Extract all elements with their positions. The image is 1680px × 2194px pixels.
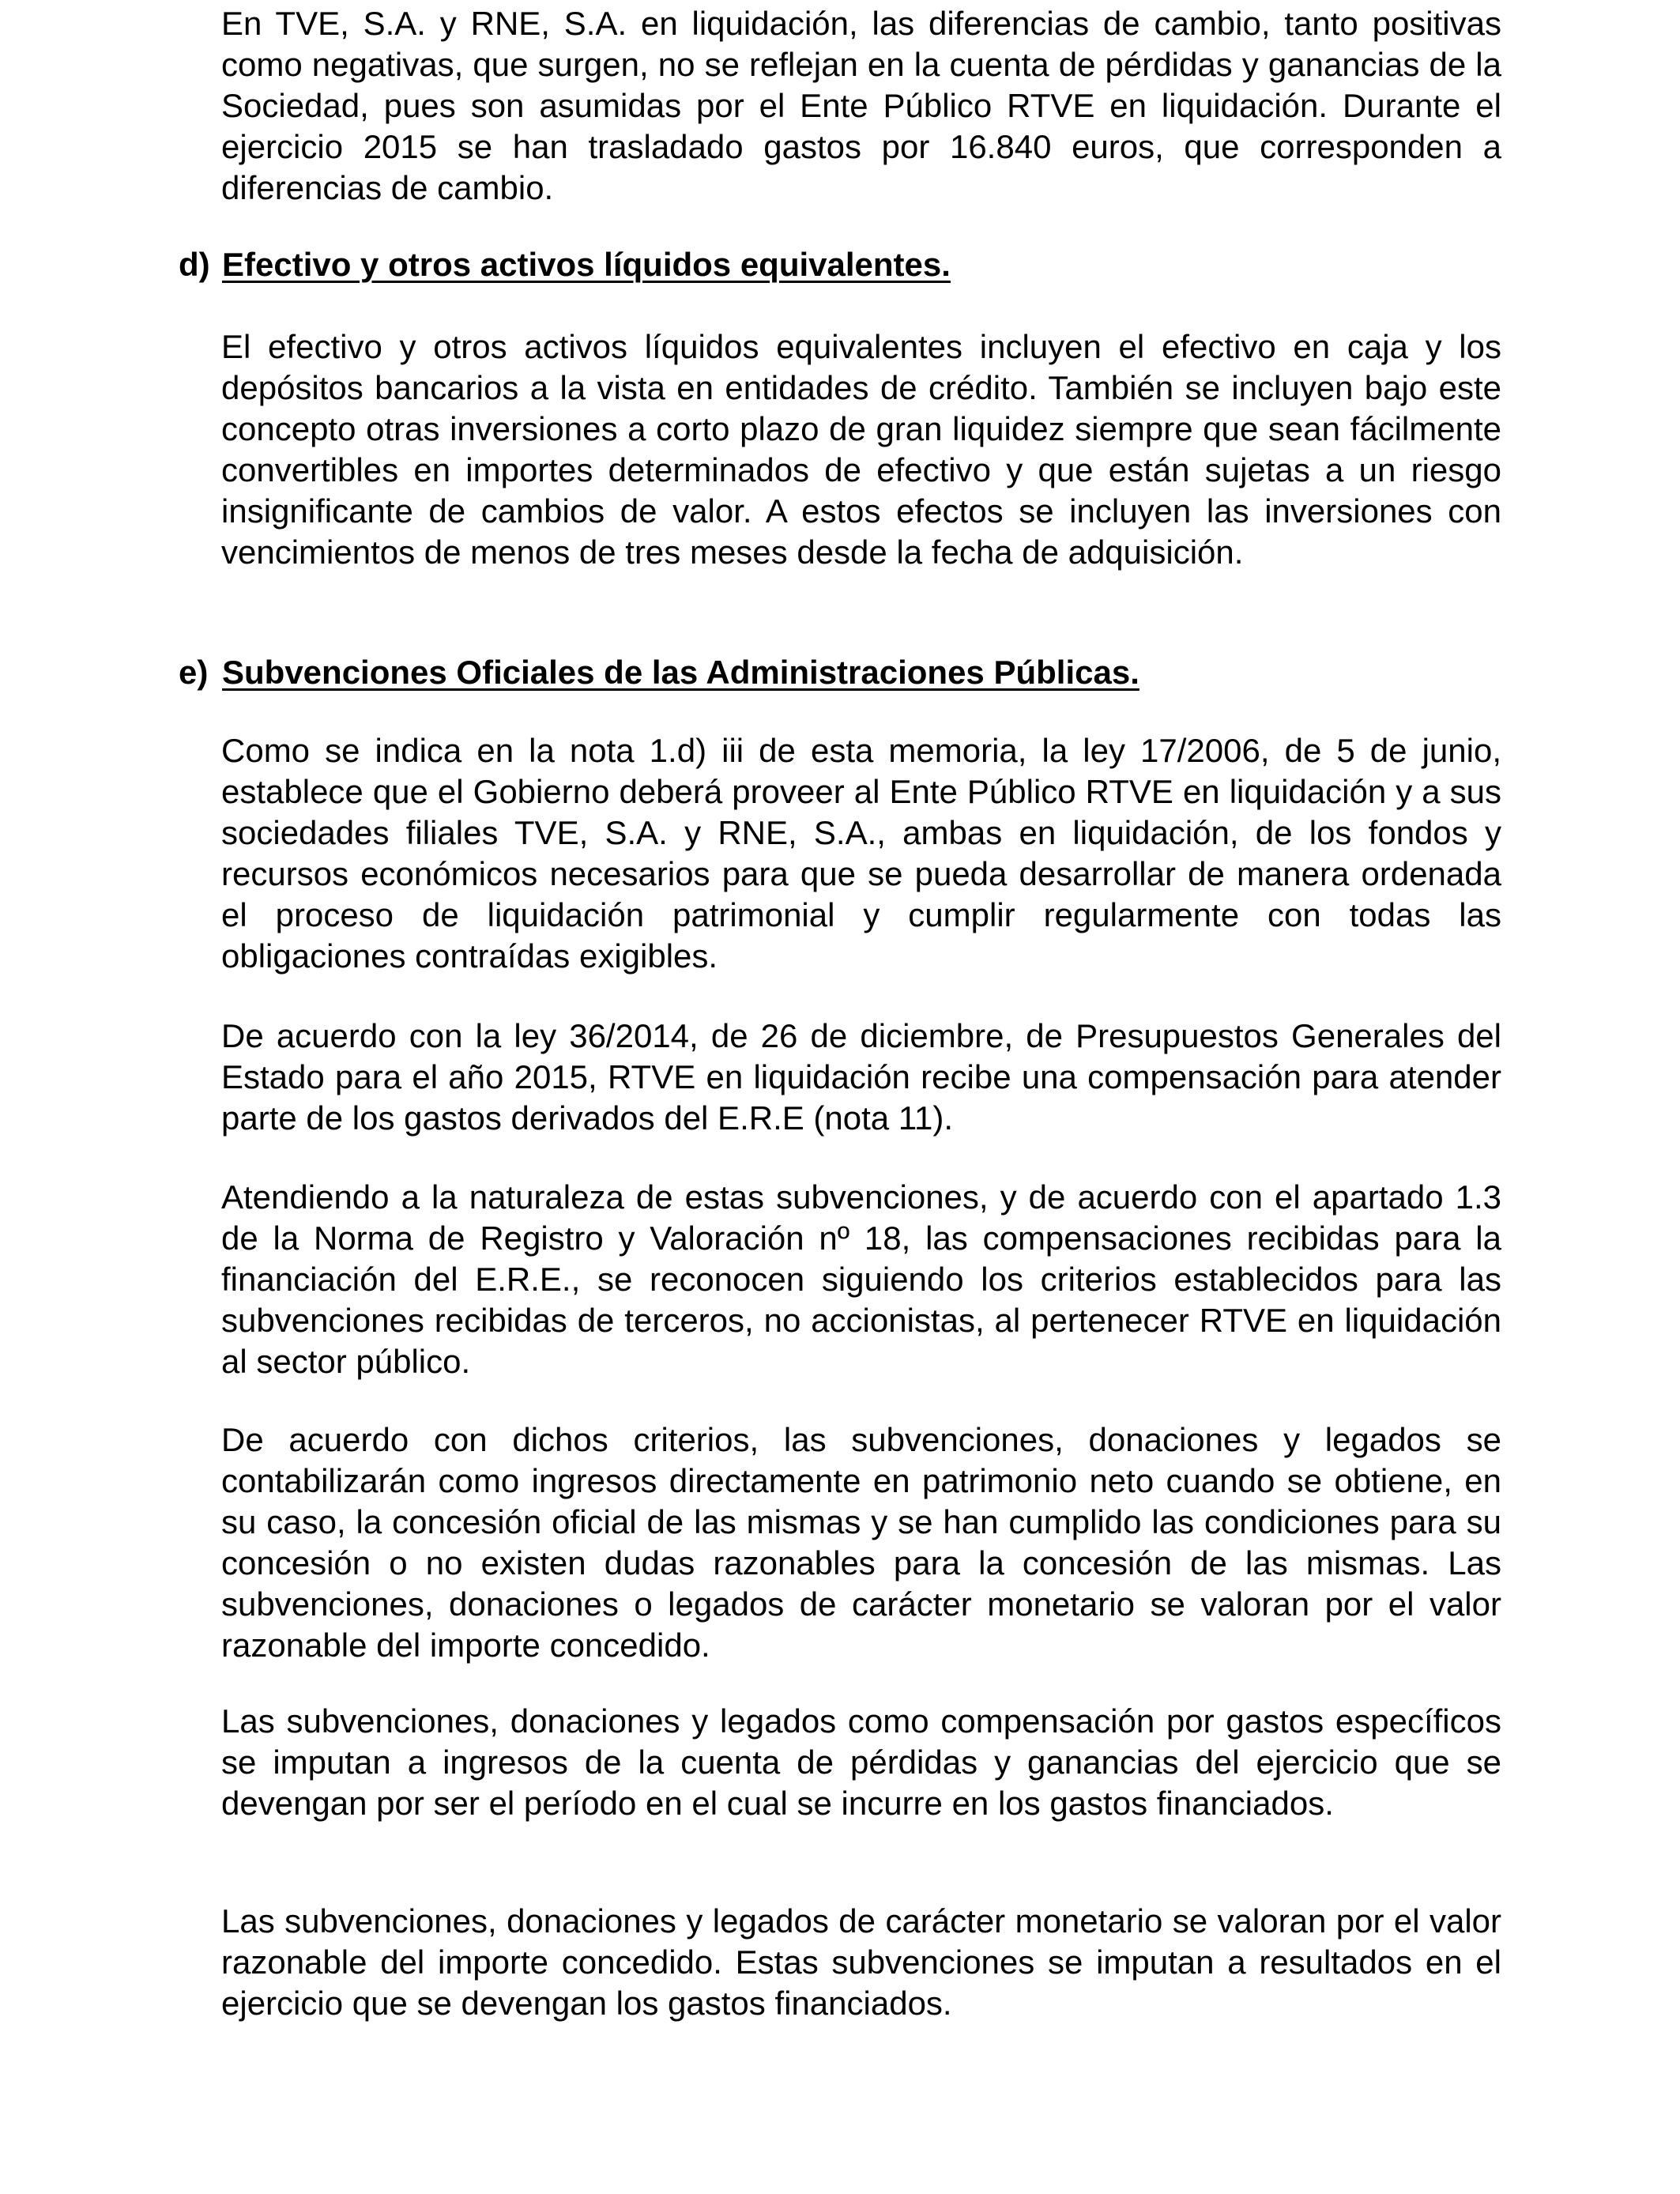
- section-e-heading: [179, 652, 1139, 693]
- paragraph-exchange-differences: En TVE, S.A. y RNE, S.A. en liquidación, las diferencias de cambio, tanto positivas como negativas, que surgen, no se reflejan en la cuenta de pérdidas y ganancias de la Sociedad, pues son asumidas por el Ente Público RTVE en liquidación. Durante el ejercicio 2015 se han trasladado gastos por 16.840 euros, que corresponden a diferencias de cambio.: [221, 5, 1501, 206]
- section-d-marker: d): [179, 246, 210, 283]
- section-d-heading: [179, 244, 951, 285]
- paragraph-subsidies-law: Como se indica en la nota 1.d) iii de esta memoria, la ley 17/2006, de 5 de junio, establece que el Gobierno deberá proveer al Ente Público RTVE en liquidación y a sus sociedades filiales TVE, S.A. y RNE, S.A., ambas en liquidación, de los fondos y recursos económicos necesarios para que se pueda desarrollar de manera ordenada el proceso de liquidación patrimonial y cumplir regularmente con todas las obligaciones contraídas exigibles.: [221, 732, 1501, 974]
- paragraph-specific-expenses: Las subvenciones, donaciones y legados como compensación por gastos específicos se imputan a ingresos de la cuenta de pérdidas y ganancias del ejercicio que se devengan por ser el período en el cual se incurre en los gastos financiados.: [221, 1702, 1501, 1822]
- section-e-marker: e): [179, 654, 209, 691]
- paragraph-nature-of-subsidies: Atendiendo a la naturaleza de estas subvenciones, y de acuerdo con el apartado 1.3 de la Norma de Registro y Valoración nº 18, las compensaciones recibidas para la financiación del E.R.E., se reconocen siguiendo los criterios establecidos para las subvenciones recibidas de terceros, no accionistas, al pertenecer RTVE en liquidación al sector público.: [221, 1178, 1501, 1380]
- section-e-title: Subvenciones Oficiales de las Administraciones Públicas.: [222, 654, 1139, 691]
- paragraph-cash-equivalents: El efectivo y otros activos líquidos equivalentes incluyen el efectivo en caja y los depósitos bancarios a la vista en entidades de crédito. También se incluyen bajo este concepto otras inversiones a corto plazo de gran liquidez siempre que sean fácilmente convertibles en importes determinados de efectivo y que están sujetas a un riesgo insignificante de cambios de valor. A estos efectos se incluyen las inversiones con vencimientos de menos de tres meses desde la fecha de adquisición.: [221, 328, 1501, 571]
- paragraph-budget-law: De acuerdo con la ley 36/2014, de 26 de diciembre, de Presupuestos Generales del Estado para el año 2015, RTVE en liquidación recibe una compensación para atender parte de los gastos derivados del E.R.E (nota 11).: [221, 1017, 1501, 1137]
- paragraph-monetary-subsidies: Las subvenciones, donaciones y legados de carácter monetario se valoran por el valor razonable del importe concedido. Estas subvenciones se imputan a resultados en el ejercicio que se devengan los gastos financiados.: [221, 1902, 1501, 2022]
- paragraph-accounting-criteria: De acuerdo con dichos criterios, las subvenciones, donaciones y legados se contabilizarán como ingresos directamente en patrimonio neto cuando se obtiene, en su caso, la concesión oficial de las mismas y se han cumplido las condiciones para su concesión o no existen dudas razonables para la concesión de las mismas. Las subvenciones, donaciones o legados de carácter monetario se valoran por el valor razonable del importe concedido.: [221, 1421, 1501, 1664]
- section-d-title: Efectivo y otros activos líquidos equivalentes.: [222, 246, 951, 283]
